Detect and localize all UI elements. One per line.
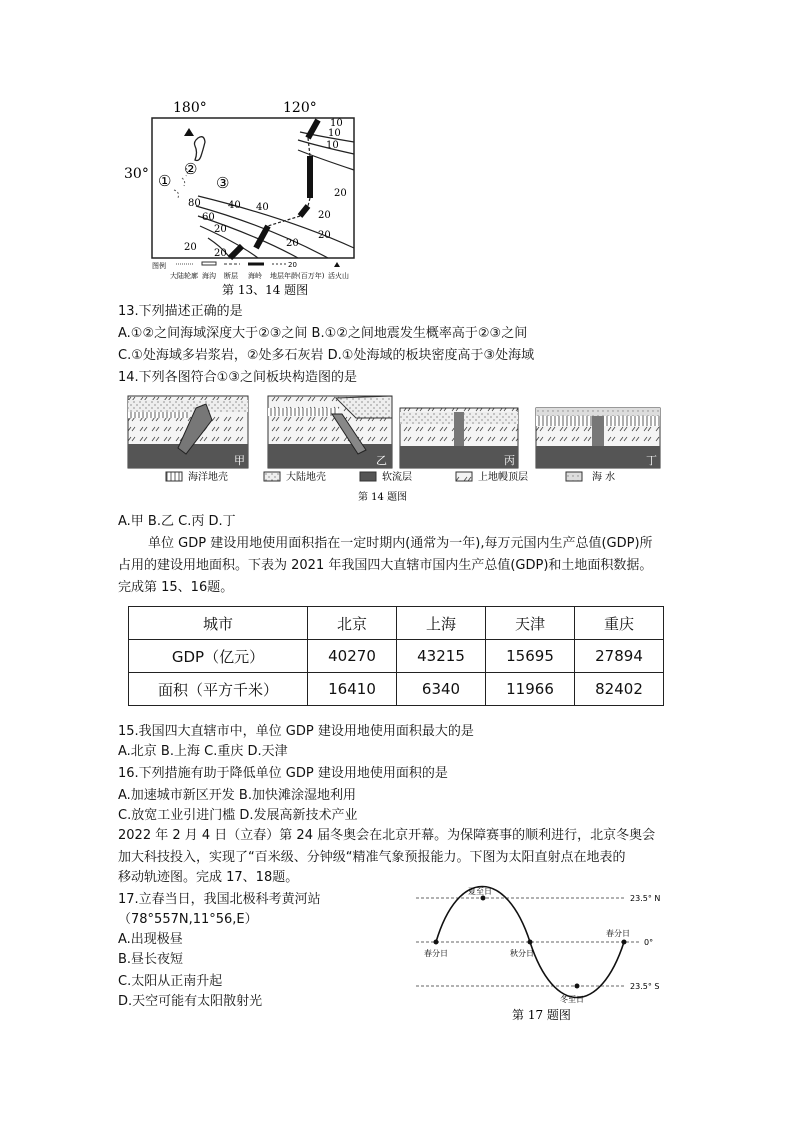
legend-item: 海岭	[248, 272, 262, 280]
table-cell: 上海	[397, 607, 486, 640]
q16-stem: 16.下列措施有助于降低单位 GDP 建设用地使用面积的是	[118, 766, 448, 781]
legend-item: 地层年龄(百万年)	[270, 272, 325, 280]
intro-15-16-line3: 完成第 15、16题。	[118, 580, 234, 595]
q17-coords: （78°557N,11°56,E）	[118, 912, 258, 927]
legend-age-symbol: 20	[288, 261, 297, 269]
volcano-icon	[334, 262, 340, 267]
age-label: 80	[188, 198, 201, 209]
panel-label: 丙	[504, 454, 515, 467]
panel-label: 甲	[234, 454, 245, 467]
age-label: 40	[256, 202, 269, 213]
q13-stem: 13.下列描述正确的是	[118, 304, 243, 319]
plate-map	[118, 98, 368, 298]
sun-path-figure	[410, 884, 682, 1024]
legend-continental-crust: 大陆地壳	[286, 472, 326, 483]
region-1: ①	[158, 172, 172, 190]
intro-17-18-line2: 加大科技投入，实现了“百米级、分钟级“精准气象预报能力。下图为太阳直射点在地表的	[118, 850, 626, 865]
table-cell: 43215	[397, 640, 486, 673]
q17-option-b: B.昼长夜短	[118, 952, 184, 967]
table-cell: 城市	[129, 607, 308, 640]
table-cell: 面积（平方千米）	[129, 673, 308, 706]
age-label: 20	[318, 230, 331, 241]
gdp-table	[128, 606, 664, 706]
label-vernal-equinox: 春分日	[424, 949, 448, 958]
intro-17-18-line1: 2022 年 2 月 4 日（立春）第 24 届冬奥会在北京开幕。为保障赛事的顺利进行，北京冬奥会	[118, 828, 656, 843]
legend-item: 断层	[224, 272, 238, 280]
intro-17-18-line3: 移动轨迹图。完成 17、18题。	[118, 870, 299, 885]
table-row	[129, 673, 664, 706]
table-cell: 11966	[486, 673, 575, 706]
label-autumn-equinox: 秋分日	[510, 949, 534, 958]
plate-diagrams	[126, 394, 662, 506]
age-label: 20	[184, 242, 197, 253]
label-winter-solstice: 冬至日	[560, 995, 584, 1004]
q16-options-cd: C.放宽工业引进门槛 D.发展高新技术产业	[118, 808, 358, 823]
legend-item: 活火山	[328, 272, 349, 280]
age-label: 20	[286, 238, 299, 249]
table-cell: 重庆	[575, 607, 664, 640]
table-cell: 北京	[308, 607, 397, 640]
q17-option-d: D.天空可能有太阳散射光	[118, 994, 263, 1009]
q15-options: A.北京 B.上海 C.重庆 D.天津	[118, 744, 288, 759]
label-summer-solstice: 夏至日	[468, 887, 492, 896]
lon-left: 180°	[173, 100, 207, 116]
table-cell: 82402	[575, 673, 664, 706]
q13-options-ab: A.①②之间海域深度大于②③之间 B.①②之间地震发生概率高于②③之间	[118, 326, 528, 341]
q17-option-c: C.太阳从正南升起	[118, 974, 223, 989]
table-cell: 天津	[486, 607, 575, 640]
legend-seawater: 海 水	[592, 472, 616, 483]
age-label: 20	[214, 224, 227, 235]
table-cell: GDP（亿元）	[129, 640, 308, 673]
lat-label: 30°	[124, 166, 149, 182]
age-label: 60	[202, 212, 215, 223]
figure-caption: 第 13、14 题图	[222, 283, 309, 297]
intro-15-16-line1: 单位 GDP 建设用地使用面积指在一定时期内(通常为一年),每万元国内生产总值(GDP)所	[148, 536, 653, 551]
q14-stem: 14.下列各图符合①③之间板块构造图的是	[118, 370, 357, 385]
q17-option-a: A.出现极昼	[118, 932, 183, 947]
label-north: 23.5° N	[630, 894, 661, 903]
legend-asthenosphere: 软流层	[382, 472, 412, 483]
q14-options: A.甲 B.乙 C.丙 D.丁	[118, 514, 236, 529]
figure-caption: 第 17 题图	[512, 1008, 571, 1022]
region-2: ②	[184, 160, 198, 178]
label-vernal-equinox-2: 春分日	[606, 929, 630, 938]
q16-options-ab: A.加速城市新区开发 B.加快滩涂湿地利用	[118, 788, 356, 803]
intro-15-16-line2: 占用的建设用地面积。下表为 2021 年我国四大直辖市国内生产总值(GDP)和土地面积数据。	[118, 558, 653, 573]
age-label: 20	[334, 188, 347, 199]
age-label: 20	[214, 248, 227, 259]
table-header-row	[129, 607, 664, 640]
volcano-icon	[184, 128, 194, 136]
legend-item: 海沟	[202, 272, 216, 280]
panel-ding	[536, 408, 660, 468]
panel-bing	[400, 408, 518, 468]
q13-options-cd: C.①处海域多岩浆岩，②处多石灰岩 D.①处海域的板块密度高于③处海域	[118, 348, 535, 363]
legend-upper-mantle: 上地幔顶层	[478, 472, 528, 483]
panel-jia	[128, 396, 248, 468]
region-3: ③	[216, 174, 230, 192]
panel-label: 丁	[646, 454, 657, 467]
legend-ocean-crust: 海洋地壳	[188, 472, 228, 483]
table-cell: 40270	[308, 640, 397, 673]
lon-right: 120°	[283, 100, 317, 116]
panel-yi	[268, 396, 392, 468]
figure-caption: 第 14 题图	[358, 492, 408, 503]
table-cell: 15695	[486, 640, 575, 673]
age-label: 10	[328, 128, 341, 139]
q17-stem: 17.立春当日，我国北极科考黄河站	[118, 892, 321, 907]
panel-label: 乙	[376, 454, 387, 467]
label-south: 23.5° S	[630, 982, 660, 991]
age-label: 10	[326, 140, 339, 151]
age-label: 20	[318, 210, 331, 221]
table-row	[129, 640, 664, 673]
table-cell: 27894	[575, 640, 664, 673]
age-label: 40	[228, 200, 241, 211]
age-label: 10	[330, 118, 343, 129]
legend-title: 图例	[152, 262, 166, 270]
label-equator: 0°	[644, 938, 654, 947]
map-figure	[118, 98, 368, 298]
legend-item: 大陆轮廓	[170, 272, 198, 280]
table-cell: 6340	[397, 673, 486, 706]
q15-stem: 15.我国四大直辖市中，单位 GDP 建设用地使用面积最大的是	[118, 724, 474, 739]
table-cell: 16410	[308, 673, 397, 706]
